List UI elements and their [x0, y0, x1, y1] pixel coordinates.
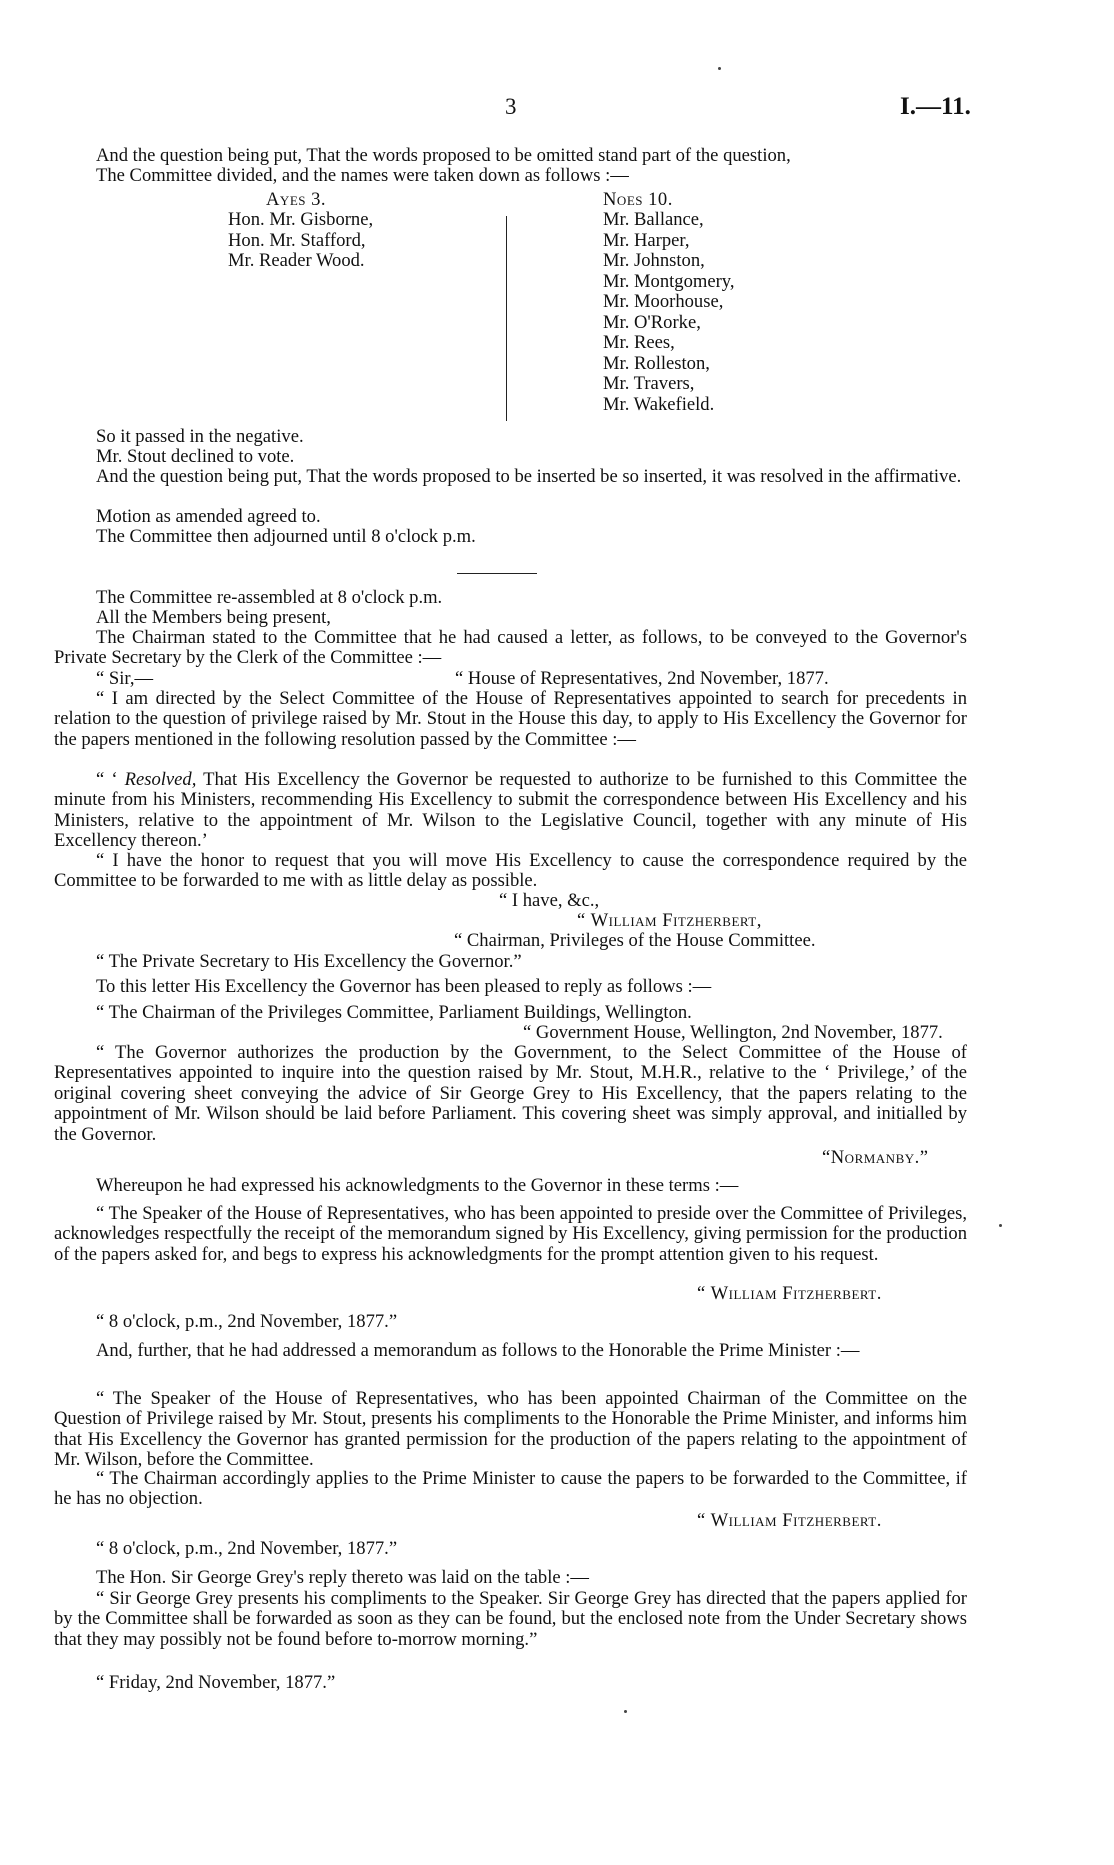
letter-addressee: “ The Private Secretary to His Excellency the Governor.”	[96, 951, 522, 972]
reply-address: “ The Chairman of the Privileges Committee, Parliament Buildings, Wellington.	[96, 1002, 692, 1023]
ayes-name: Hon. Mr. Stafford,	[228, 229, 366, 251]
letter-closing: “ I have, &c.,	[499, 890, 600, 911]
paragraph-memorandum: And, further, that he had addressed a memorandum as follows to the Honorable the Prime Minister :—	[96, 1340, 860, 1361]
paragraph-reassembled: The Committee re-assembled at 8 o'clock p.m.	[96, 587, 443, 608]
paragraph-committee-divided: The Committee divided, and the names were taken down as follows :—	[96, 165, 629, 186]
print-speck	[718, 67, 721, 70]
letter-resolution: “ ‘ Resolved, That His Excellency the Governor be requested to authorize to be furnished to this Committee the minute from his Ministers, recommending His Excellency to submit the correspondence between His Excellency and his Ministers, relative to the appointment of Mr. Wilson to the Legislative Council, together with any minute of His Excellency thereon.’	[54, 769, 967, 852]
paragraph-members-present: All the Members being present,	[96, 607, 331, 628]
paragraph-question-put: And the question being put, That the words proposed to be omitted stand part of the question,	[96, 145, 791, 166]
memorandum-date: “ 8 o'clock, p.m., 2nd November, 1877.”	[96, 1538, 398, 1559]
letter-request: “ I have the honor to request that you will move His Excellency to cause the correspondence required by the Committee to be forwarded to me with as little delay as possible.	[54, 850, 967, 892]
ayes-heading: Ayes 3.	[266, 189, 327, 210]
paragraph-adjourned: The Committee then adjourned until 8 o'clock p.m.	[96, 526, 476, 547]
grey-reply-body: “ Sir George Grey presents his compliments to the Speaker. Sir George Grey has directed that the papers applied for by the Committee shall be forwarded as soon as they can be found, but the enclosed note from the Under Secretary shows that they may possibly not be found before to-morrow morning.”	[54, 1588, 967, 1650]
noes-name: Mr. Travers,	[603, 373, 695, 395]
page-number: 3	[505, 94, 517, 119]
section-divider	[457, 573, 537, 574]
paragraph-negative: So it passed in the negative.	[96, 426, 304, 447]
acknowledgment-date: “ 8 o'clock, p.m., 2nd November, 1877.”	[96, 1311, 398, 1332]
resolved-label: Resolved,	[124, 769, 197, 790]
noes-heading: Noes 10.	[603, 189, 673, 210]
paragraph-chairman-stated: The Chairman stated to the Committee that he had caused a letter, as follows, to be conveyed to the Governor's Private Secretary by the Clerk of the Committee :—	[54, 627, 967, 669]
noes-name: Mr. Rolleston,	[603, 352, 710, 374]
print-speck	[624, 1710, 627, 1713]
acknowledgment-body: “ The Speaker of the House of Representatives, who has been appointed to preside over the Committee of Privileges, acknowledges respectfully the receipt of the memorandum signed by His Excellency, giving permission for the production of the papers asked for, and begs to express his acknowledgments for the prompt attention given to his request.	[54, 1203, 967, 1265]
paragraph-motion-agreed: Motion as amended agreed to.	[96, 506, 321, 527]
noes-name: Mr. Johnston,	[603, 250, 705, 272]
paragraph-grey-reply: The Hon. Sir George Grey's reply thereto was laid on the table :—	[96, 1567, 590, 1588]
paragraph-stout-declined: Mr. Stout declined to vote.	[96, 446, 295, 467]
ayes-column	[228, 190, 373, 272]
memorandum-signature: “ William Fitzherbert.	[697, 1510, 882, 1531]
reply-dateline: “ Government House, Wellington, 2nd November, 1877.	[523, 1022, 943, 1043]
noes-name: Mr. Harper,	[603, 229, 690, 251]
noes-name: Mr. Montgomery,	[603, 270, 735, 292]
letter-dateline: “ House of Representatives, 2nd November, 1877.	[455, 668, 829, 689]
paragraph-acknowledgments: Whereupon he had expressed his acknowledgments to the Governor in these terms :—	[96, 1175, 739, 1196]
noes-name: Mr. Ballance,	[603, 209, 704, 231]
memorandum-request: “ The Chairman accordingly applies to the Prime Minister to cause the papers to be forwarded to the Committee, if he has no objection.	[54, 1468, 967, 1510]
noes-name: Mr. O'Rorke,	[603, 311, 701, 333]
noes-name: Mr. Wakefield.	[603, 393, 715, 415]
paragraph-words-inserted: And the question being put, That the words proposed to be inserted be so inserted, it was resolved in the affirmative.	[96, 466, 962, 487]
letter-body: “ I am directed by the Select Committee of the House of Representatives appointed to search for precedents in relation to the question of privilege raised by Mr. Stout in the House this day, to apply to His Excellency the Governor for the papers mentioned in the following resolution passed by the Committee :—	[54, 688, 967, 750]
reply-body: “ The Governor authorizes the production by the Government, to the Select Committee of the House of Representatives appointed to inquire into the question raised by Mr. Stout, M.H.R., relative to the ‘ Privilege,’ of the original covering sheet conveying the advice of Sir George Grey to His Excellency, that the papers relating to the appointment of Mr. Wilson should be laid before Parliament. This covering sheet was simply approval, and initialled by the Governor.	[54, 1042, 967, 1145]
noes-name: Mr. Moorhouse,	[603, 291, 724, 313]
memorandum-body: “ The Speaker of the House of Representatives, who has been appointed Chairman of the Committee on the Question of Privilege raised by Mr. Stout, presents his compliments to the Honorable the Prime Minister, and informs him that His Excellency the Governor has granted permission for the production of the papers relating to the appointment of Mr. Wilson, before the Committee.	[54, 1388, 967, 1471]
grey-reply-date: “ Friday, 2nd November, 1877.”	[96, 1672, 336, 1693]
noes-name: Mr. Rees,	[603, 332, 675, 354]
noes-column	[603, 190, 735, 415]
acknowledgment-signature: “ William Fitzherbert.	[697, 1283, 882, 1304]
ayes-name: Mr. Reader Wood.	[228, 250, 365, 272]
document-reference: I.—11.	[900, 93, 971, 120]
letter-signature-title: “ Chairman, Privileges of the House Committee.	[454, 930, 816, 951]
letter-salutation: “ Sir,—	[96, 668, 154, 689]
ayes-name: Hon. Mr. Gisborne,	[228, 209, 374, 231]
division-divider	[506, 216, 507, 421]
print-speck	[999, 1224, 1002, 1227]
paragraph-governor-reply: To this letter His Excellency the Governor has been pleased to reply as follows :—	[96, 976, 712, 997]
letter-signature: “ William Fitzherbert,	[577, 910, 762, 931]
reply-signature: “Normanby.”	[822, 1147, 929, 1168]
